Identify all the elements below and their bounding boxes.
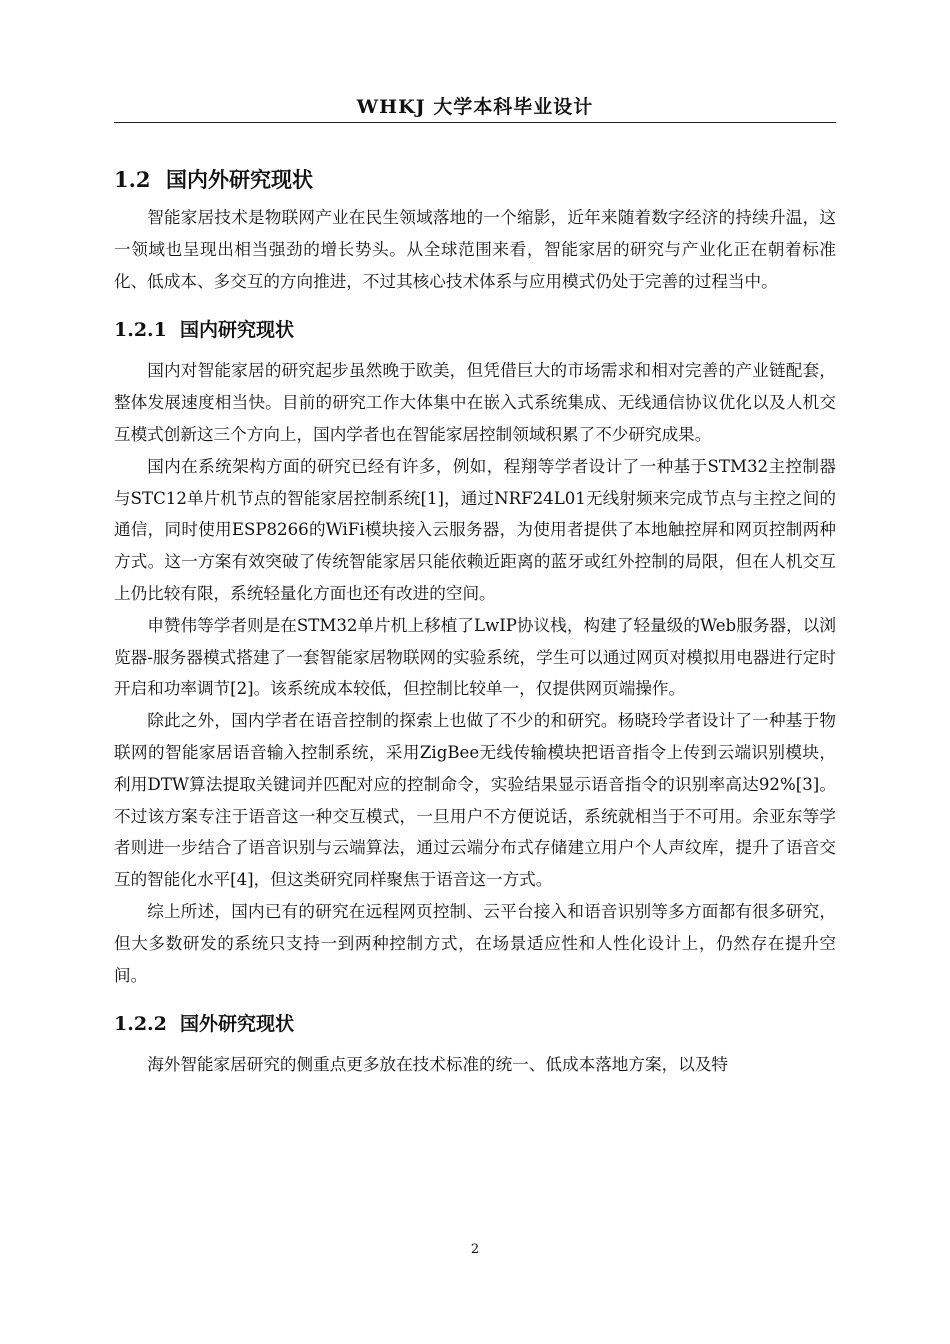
section-title: 国内外研究现状 (166, 167, 313, 192)
header-divider (114, 122, 836, 123)
page-number: 2 (470, 1242, 480, 1257)
paragraph: 海外智能家居研究的侧重点更多放在技术标准的统一、低成本落地方案，以及特 (147, 1055, 728, 1075)
section-title: 国外研究现状 (180, 1013, 295, 1036)
paragraph: 除此之外，国内学者在语音控制的探索上也做了不少的和研究。杨晓玲学者设计了一种基于物联网的智能家居语音输入控制系统，采用ZigBee无线传输模块把语音指令上传到云端识别模块，利用DTW算法提取关键词并匹配对应的控制命令，实验结果显示语音指令的识别率高达92%[3]。不过该方案专注于语音这一种交互模式，一旦用户不方便说话，系统就相当于不可用。余亚东等学者则进一步结合了语音识别与云端算法，通过云端分布式存储建立用户个人声纹库，提升了语音交互的智能化水平[4]，但这类研究同样聚焦于语音这一方式。 (114, 711, 836, 890)
paragraph: 申赞伟等学者则是在STM32单片机上移植了LwIP协议栈，构建了轻量级的Web服务器，以浏览器-服务器模式搭建了一套智能家居物联网的实验系统，学生可以通过网页对模拟用电器进行定时开启和功率调节[2]。该系统成本较低，但控制比较单一，仅提供网页端操作。 (114, 615, 836, 699)
section-number: 1.2.2 (114, 1013, 167, 1036)
section-number: 1.2 (114, 167, 151, 192)
paragraph: 国内在系统架构方面的研究已经有许多，例如，程翔等学者设计了一种基于STM32主控制器与STC12单片机节点的智能家居控制系统[1]，通过NRF24L01无线射频来完成节点与主控之间的通信，同时使用ESP8266的WiFi模块接入云服务器，为使用者提供了本地触控屏和网页控制两种方式。这一方案有效突破了传统智能家居只能依赖近距离的蓝牙或红外控制的局限，但在人机交互上仍比较有限，系统轻量化方面也还有改进的空间。 (114, 456, 836, 603)
section-number: 1.2.1 (114, 319, 167, 342)
section-heading-1-2-1 (114, 311, 836, 349)
page-header: WHKJ 大学本科毕业设计 (356, 96, 594, 118)
paragraph: 综上所述，国内已有的研究在远程网页控制、云平台接入和语音识别等多方面都有很多研究，但大多数研发的系统只支持一到两种控制方式，在场景适应性和人性化设计上，仍然存在提升空间。 (114, 901, 836, 985)
paragraph: 智能家居技术是物联网产业在民生领域落地的一个缩影，近年来随着数字经济的持续升温，这一领域也呈现出相当强劲的增长势头。从全球范围来看，智能家居的研究与产业化正在朝着标准化、低成本、多交互的方向推进，不过其核心技术体系与应用模式仍处于完善的过程当中。 (114, 208, 836, 291)
page-body (114, 160, 836, 1081)
section-title: 国内研究现状 (180, 319, 295, 342)
section-heading-1-2 (114, 160, 836, 200)
paragraph: 国内对智能家居的研究起步虽然晚于欧美，但凭借巨大的市场需求和相对完善的产业链配套，整体发展速度相当快。目前的研究工作大体集中在嵌入式系统集成、无线通信协议优化以及人机交互模式创新这三个方向上，国内学者也在智能家居控制领域积累了不少研究成果。 (114, 361, 836, 444)
section-heading-1-2-2 (114, 1005, 836, 1043)
